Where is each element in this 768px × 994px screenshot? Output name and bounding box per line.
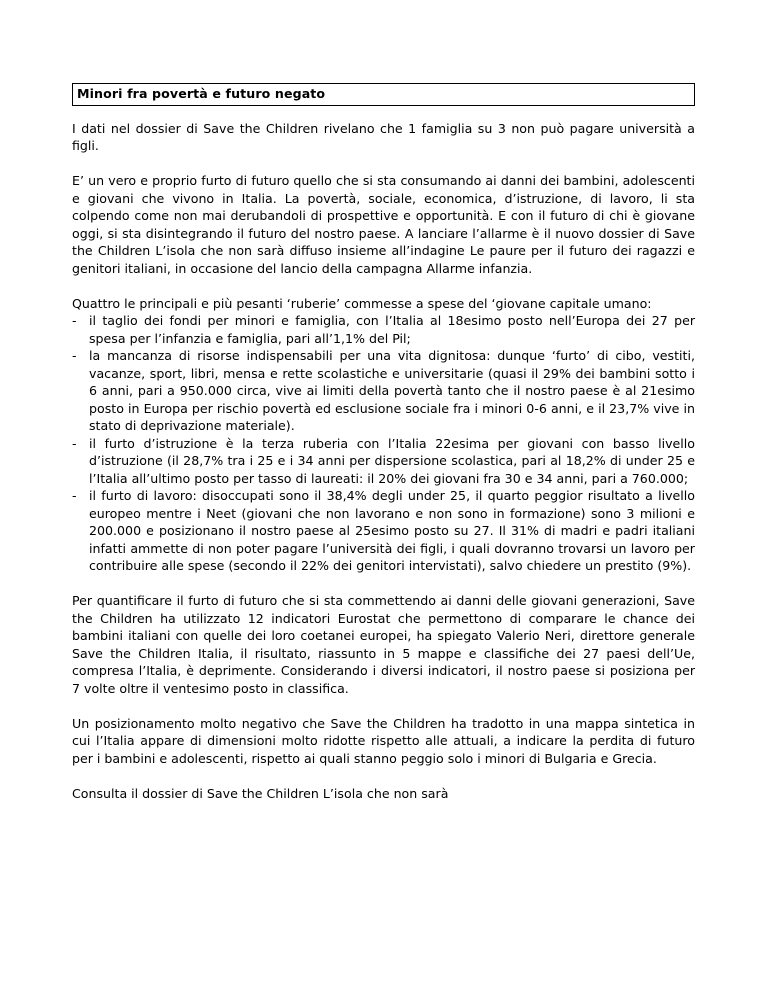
list-item-text: il taglio dei fondi per minori e famiglia, con l’Italia al 18esimo posto nell’Europa dei 27 per spesa per l’infanzia e famiglia, pari all’1,1% del Pil; <box>89 313 695 346</box>
list-marker: - <box>72 348 77 363</box>
list-intro: Quattro le principali e più pesanti ‘ruberie’ commesse a spese del ‘giovane capitale umano: <box>72 295 652 311</box>
list-marker: - <box>72 435 77 451</box>
list-item <box>72 487 695 575</box>
paragraph-intro: E’ un vero e proprio furto di futuro quello che si sta consumando ai danni dei bambini, adolescenti e giovani che vivono in Italia. La povertà, sociale, economica, d’istruzione, di lavoro, li sta colpendo come non mai derubandoli di prospettive e opportunità. E con il futuro di chi è giovane oggi, si sta disintegrando il futuro del nostro paese. A lanciare l’allarme è il nuovo dossier di Save the Children L’isola che non sarà diffuso insieme all’indagine Le paure per il futuro dei ragazzi e genitori italiani, in occasione del lancio della campagna Allarme infanzia. <box>72 173 695 276</box>
ruberie-list <box>72 312 695 575</box>
document-title: Minori fra povertà e futuro negato <box>72 83 695 106</box>
list-item <box>72 312 695 347</box>
paragraph-summary: I dati nel dossier di Save the Children rivelano che 1 famiglia su 3 non può pagare università a figli. <box>72 120 695 153</box>
list-marker: - <box>72 313 77 328</box>
document-page <box>72 83 695 820</box>
list-marker: - <box>72 488 77 503</box>
paragraph-map: Un posizionamento molto negativo che Save the Children ha tradotto in una mappa sintetica in cui l’Italia appare di dimensioni molto ridotte rispetto alle attuali, a indicare la perdita di futuro per i bambini e adolescenti, rispetto ai quali stanno peggio solo i minori di Bulgaria e Grecia. <box>72 715 695 766</box>
paragraph-methodology: Per quantificare il furto di futuro che si sta commettendo ai danni delle giovani generazioni, Save the Children ha utilizzato 12 indicatori Eurostat che permettono di comparare le chance dei bambini italiani con quelle dei loro coetanei europei, ha spiegato Valerio Neri, direttore generale Save the Children Italia, il risultato, riassunto in 5 mappe e classifiche dei 27 paesi dell’Ue, compresa l’Italia, è deprimente. Considerando i diversi indicatori, il nostro paese si posiziona per 7 volte oltre il ventesimo posto in classifica. <box>72 593 695 696</box>
paragraph-consulta: Consulta il dossier di Save the Children L’isola che non sarà <box>72 785 449 801</box>
list-item <box>72 435 695 488</box>
list-item <box>72 347 695 435</box>
list-item-text: la mancanza di risorse indispensabili per una vita dignitosa: dunque ‘furto’ di cibo, vestiti, vacanze, sport, libri, mensa e rette scolastiche e universitarie (quasi il 29% dei bambini sotto i 6 anni, pari a 950.000 circa, vive ai limiti della povertà tanto che il nostro paese è al 21esimo posto in Europa per rischio povertà ed esclusione sociale fra i minori 0-6 anni, e il 23,7% vive in stato di deprivazione materiale). <box>89 348 695 433</box>
list-item-text: il furto d’istruzione è la terza ruberia con l’Italia 22esima per giovani con basso livello d’istruzione (il 28,7% tra i 25 e i 34 anni per dispersione scolastica, pari al 18,2% di under 25 e l’Italia all’ultimo posto per tasso di laureati: il 20% dei giovani fra 30 e 34 anni, pari a 760.000; <box>89 435 695 486</box>
list-item-text: il furto di lavoro: disoccupati sono il 38,4% degli under 25, il quarto peggior risultato a livello europeo mentre i Neet (giovani che non lavorano e non sono in formazione) sono 3 milioni e 200.000 e posizionano il nostro paese al 25esimo posto su 27. Il 31% di madri e padri italiani infatti ammette di non poter pagare l’università dei figli, i quali dovranno trovarsi un lavoro per contribuire alle spese (secondo il 22% dei genitori intervistati), salvo chiedere un prestito (9%). <box>89 488 695 573</box>
